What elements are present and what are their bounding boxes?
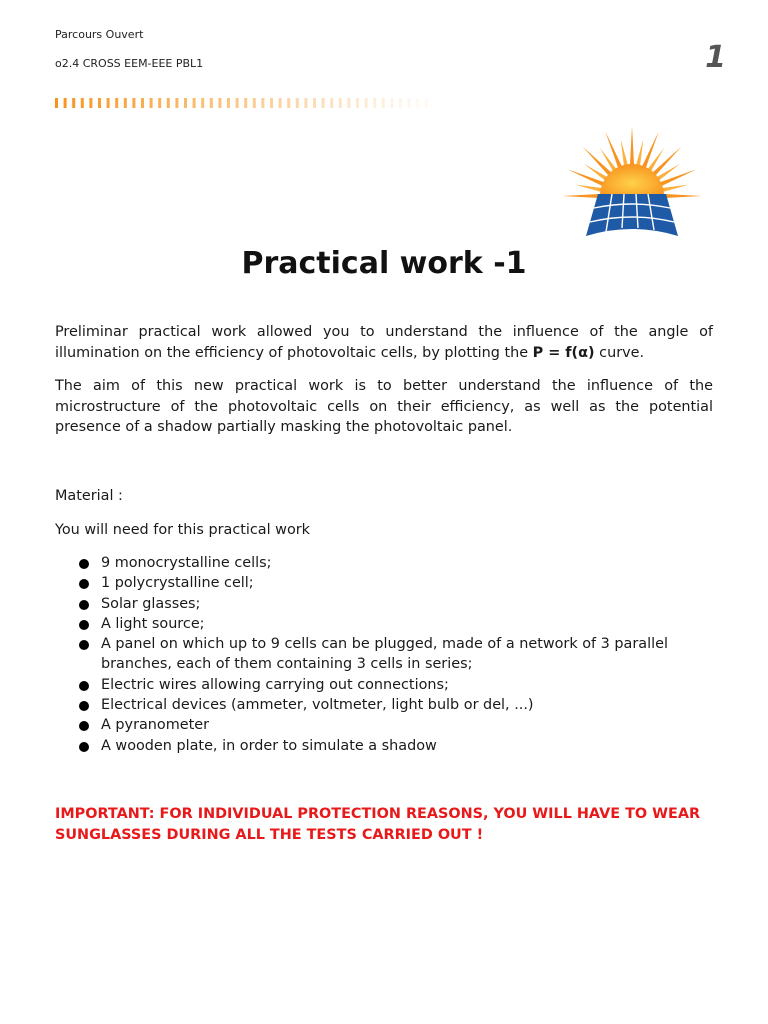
list-item-text: Electric wires allowing carrying out connections;: [101, 676, 449, 693]
bullet-icon: [79, 620, 89, 630]
list-item-text: Electrical devices (ammeter, voltmeter, light bulb or del, ...): [101, 697, 534, 714]
list-item-text: A light source;: [101, 615, 205, 632]
page-number: 1: [705, 40, 726, 75]
material-list: [55, 553, 715, 756]
intro-p1-end: curve.: [594, 344, 645, 361]
bullet-icon: [79, 681, 89, 691]
important-warning: IMPORTANT: FOR INDIVIDUAL PROTECTION REASONS, YOU WILL HAVE TO WEAR SUNGLASSES DURING ALL THE TESTS CARRIED OUT !: [55, 806, 701, 843]
bullet-icon: [79, 600, 89, 610]
bullet-icon: [79, 721, 89, 731]
list-item-text: Solar glasses;: [101, 595, 201, 612]
decorative-dash-bar: [55, 98, 445, 108]
list-item-text: A panel on which up to 9 cells can be plugged, made of a network of 3 parallel branches, each of them containing 3 cells in series;: [101, 636, 668, 673]
list-item: [55, 634, 715, 675]
bullet-icon: [79, 701, 89, 711]
list-item: [55, 553, 715, 573]
list-item: [55, 614, 715, 634]
bullet-icon: [79, 579, 89, 589]
bullet-icon: [79, 640, 89, 650]
list-item-text: A wooden plate, in order to simulate a shadow: [101, 737, 437, 754]
header-course-code: o2.4 CROSS EEM-EEE PBL1: [55, 57, 204, 70]
intro-paragraph-2: The aim of this new practical work is to better understand the influence of the microstructure of the photovoltaic cells on their efficiency, as well as the potential presence of a shadow partially masking the photovoltaic panel.: [55, 378, 713, 435]
intro-p1-text: Preliminar practical work allowed you to understand the influence of the angle of illumination on the efficiency of photovoltaic cells, by plotting the: [55, 324, 713, 361]
list-item-text: A pyranometer: [101, 717, 210, 734]
material-label: Material :: [55, 488, 123, 504]
list-item: [55, 573, 715, 593]
bullet-icon: [79, 559, 89, 569]
page-title: Practical work -1: [241, 246, 527, 281]
list-item: [55, 715, 715, 735]
list-item: [55, 736, 715, 756]
formula-p-f-alpha: P = f(α): [532, 344, 595, 361]
list-item: [55, 695, 715, 715]
solar-panel-sun-logo: [556, 124, 708, 240]
list-item-text: 9 monocrystalline cells;: [101, 555, 272, 571]
material-lead: You will need for this practical work: [55, 522, 310, 538]
bullet-icon: [79, 742, 89, 752]
intro-paragraph-1: [55, 322, 713, 363]
list-item: [55, 675, 715, 695]
list-item: [55, 594, 715, 614]
list-item-text: 1 polycrystalline cell;: [101, 575, 254, 592]
header-parcours: Parcours Ouvert: [55, 28, 144, 41]
